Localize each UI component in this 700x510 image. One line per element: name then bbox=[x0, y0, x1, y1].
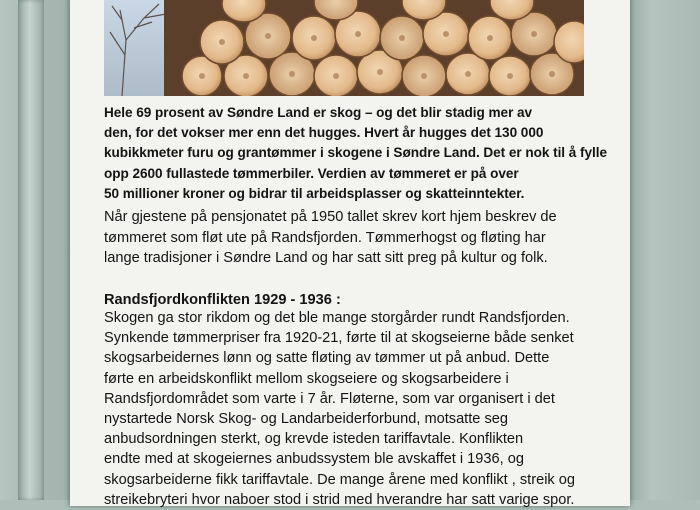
conflict-line: Randsfjordområdet som varte i 7 år. Fløterne, som var organisert i det bbox=[104, 390, 555, 407]
history-line: Når gjestene på pensjonatet på 1950 tallet skrev kort hjem beskrev de bbox=[104, 209, 557, 225]
intro-line: opp 2600 fullastede tømmerbiler. Verdien av tømmeret er på over bbox=[104, 165, 519, 181]
history-line: tømmeret som fløt ute på Randsfjorden. Tømmerhogst og fløting har bbox=[104, 229, 546, 246]
conflict-line: skogsarbeiderne fikk tariffavtale. De mange årene med konflikt , streik og bbox=[104, 471, 576, 488]
history-paragraph bbox=[104, 207, 624, 269]
conflict-paragraph bbox=[104, 308, 624, 510]
intro-line: den, for det vokser mer enn det hugges. Hvert år hugges det 130 000 bbox=[104, 125, 544, 141]
intro-line: 50 millioner kroner og bidrar til arbeidsplasser og skatteinntekter. bbox=[104, 185, 525, 201]
intro-paragraph bbox=[104, 103, 624, 204]
conflict-line: skogsarbeidernes lønn og satte fløting av tømmer ut på anbud. Dette bbox=[104, 350, 550, 367]
wall-trim-strip bbox=[18, 0, 44, 500]
conflict-heading: Randsfjordkonflikten 1929 - 1936 : bbox=[104, 292, 341, 308]
intro-line: kubikkmeter furu og grantømmer i skogene i Søndre Land. Det er nok til å fylle bbox=[104, 145, 607, 161]
conflict-line: endte med at skogeiernes anbudssystem ble avskaffet i 1936, og bbox=[104, 451, 524, 468]
conflict-line: streikebryteri hvor naboer stod i strid med hverandre har satt varige spor. bbox=[104, 491, 575, 508]
conflict-line: anbudsordningen sterkt, og krevde isteden tariffavtale. Konflikten bbox=[104, 431, 524, 448]
conflict-line: Skogen ga stor rikdom og det ble mange storgårder rundt Randsfjorden. bbox=[104, 310, 570, 326]
wall-right bbox=[625, 0, 700, 500]
conflict-line: førte en arbeidskonflikt mellom skogseiere og skogsarbeidere i bbox=[104, 370, 509, 387]
conflict-line: nystartede Norsk Skog- og Landarbeiderforbund, motsatte seg bbox=[104, 411, 508, 428]
timber-photo bbox=[104, 0, 584, 96]
conflict-line: Synkende tømmerpriser fra 1920-21, førte til at skogseierne både senket bbox=[104, 330, 574, 347]
intro-line: Hele 69 prosent av Søndre Land er skog – og det blir stadig mer av bbox=[104, 105, 533, 120]
history-line: lange tradisjoner i Søndre Land og har satt sitt preg på kultur og folk. bbox=[104, 250, 548, 267]
